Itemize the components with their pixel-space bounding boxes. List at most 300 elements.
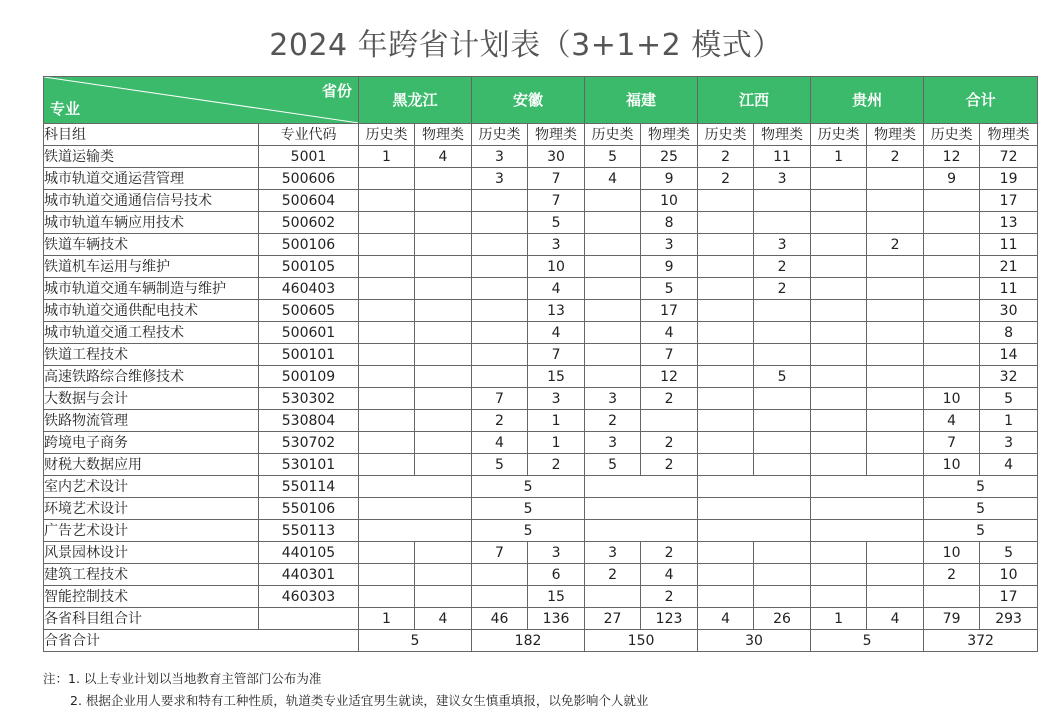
value-cell: 2: [641, 542, 698, 564]
value-cell: [698, 432, 754, 454]
value-cell: [867, 278, 924, 300]
value-cell: 14: [980, 344, 1038, 366]
major-name-cell: 铁道机车运用与维护: [44, 256, 259, 278]
table-row: [44, 278, 1038, 300]
value-cell: [867, 190, 924, 212]
table-row: [44, 190, 1038, 212]
value-cell: 3: [754, 234, 811, 256]
value-cell: 5: [924, 520, 1038, 542]
value-cell: 7: [528, 344, 585, 366]
value-cell: [359, 256, 415, 278]
subject-header-row: [44, 124, 1038, 146]
table-row: [44, 476, 1038, 498]
value-cell: 4: [472, 432, 528, 454]
subject-header: 物理类: [754, 124, 811, 146]
notes: [43, 668, 648, 712]
value-cell: [472, 564, 528, 586]
value-cell: 15: [528, 586, 585, 608]
major-name-cell: 建筑工程技术: [44, 564, 259, 586]
grand-total-value-cell: 182: [472, 630, 585, 652]
province-header: 贵州: [811, 77, 924, 124]
value-cell: [924, 300, 980, 322]
diagonal-divider: [44, 77, 359, 123]
value-cell: [472, 278, 528, 300]
value-cell: 5: [980, 542, 1038, 564]
value-cell: 2: [754, 256, 811, 278]
value-cell: [359, 454, 415, 476]
table-row: [44, 432, 1038, 454]
value-cell: [867, 256, 924, 278]
table-row: [44, 300, 1038, 322]
value-cell: [472, 586, 528, 608]
value-cell: [585, 278, 641, 300]
value-cell: [585, 256, 641, 278]
table-body: [44, 146, 1038, 652]
value-cell: [415, 542, 472, 564]
subject-header: 物理类: [980, 124, 1038, 146]
value-cell: [415, 586, 472, 608]
value-cell: [415, 190, 472, 212]
value-cell: [811, 542, 867, 564]
value-cell: [867, 388, 924, 410]
major-name-cell: 城市轨道交通通信信号技术: [44, 190, 259, 212]
value-cell: 3: [472, 146, 528, 168]
value-cell: 7: [472, 542, 528, 564]
major-code-cell: 500101: [259, 344, 359, 366]
value-cell: 1: [528, 432, 585, 454]
enrollment-plan-table: [43, 76, 1038, 652]
value-cell: [698, 234, 754, 256]
value-cell: [754, 564, 811, 586]
value-cell: [698, 366, 754, 388]
value-cell: [472, 234, 528, 256]
table-row: [44, 410, 1038, 432]
subtotal-value-cell: 1: [811, 608, 867, 630]
table-row: [44, 234, 1038, 256]
value-cell: 9: [641, 256, 698, 278]
value-cell: [359, 432, 415, 454]
major-name-cell: 环境艺术设计: [44, 498, 259, 520]
province-header-row: [44, 77, 1038, 124]
subject-header: 历史类: [924, 124, 980, 146]
value-cell: 10: [528, 256, 585, 278]
value-cell: [754, 542, 811, 564]
value-cell: [585, 498, 698, 520]
value-cell: 5: [585, 454, 641, 476]
value-cell: 2: [641, 454, 698, 476]
value-cell: [698, 564, 754, 586]
value-cell: 4: [528, 322, 585, 344]
subtotal-value-cell: 1: [359, 608, 415, 630]
value-cell: 6: [528, 564, 585, 586]
value-cell: [472, 344, 528, 366]
value-cell: [811, 344, 867, 366]
value-cell: [924, 586, 980, 608]
major-name-cell: 室内艺术设计: [44, 476, 259, 498]
value-cell: 2: [698, 146, 754, 168]
subtotal-value-cell: 123: [641, 608, 698, 630]
value-cell: [585, 366, 641, 388]
value-cell: [867, 432, 924, 454]
value-cell: [359, 542, 415, 564]
major-code-cell: 550113: [259, 520, 359, 542]
value-cell: [811, 212, 867, 234]
value-cell: [472, 366, 528, 388]
value-cell: [924, 256, 980, 278]
table-row: [44, 454, 1038, 476]
subtotal-value-cell: 4: [867, 608, 924, 630]
value-cell: 1: [811, 146, 867, 168]
subtotal-row: [44, 608, 1038, 630]
value-cell: 2: [698, 168, 754, 190]
header-corner: [44, 77, 359, 124]
value-cell: [698, 454, 754, 476]
value-cell: 3: [472, 168, 528, 190]
value-cell: 2: [641, 388, 698, 410]
table-row: [44, 212, 1038, 234]
value-cell: 32: [980, 366, 1038, 388]
value-cell: 2: [585, 564, 641, 586]
value-cell: 9: [641, 168, 698, 190]
value-cell: [924, 344, 980, 366]
value-cell: [698, 278, 754, 300]
major-code-cell: 500604: [259, 190, 359, 212]
value-cell: [924, 322, 980, 344]
grand-total-value-cell: 150: [585, 630, 698, 652]
value-cell: [811, 388, 867, 410]
value-cell: [359, 322, 415, 344]
subject-header: 历史类: [698, 124, 754, 146]
major-code-cell: 460403: [259, 278, 359, 300]
value-cell: [867, 366, 924, 388]
major-name-cell: 大数据与会计: [44, 388, 259, 410]
value-cell: [754, 586, 811, 608]
corner-major-label: 专业: [50, 100, 81, 118]
grand-total-value-cell: 5: [811, 630, 924, 652]
value-cell: [867, 168, 924, 190]
value-cell: [811, 168, 867, 190]
major-name-cell: 城市轨道交通车辆制造与维护: [44, 278, 259, 300]
value-cell: 3: [641, 234, 698, 256]
subject-header: 物理类: [867, 124, 924, 146]
value-cell: [698, 300, 754, 322]
value-cell: 5: [924, 476, 1038, 498]
value-cell: [585, 344, 641, 366]
value-cell: [472, 212, 528, 234]
major-code-cell: 500602: [259, 212, 359, 234]
table-row: [44, 388, 1038, 410]
major-code-cell: 530302: [259, 388, 359, 410]
major-code-cell: 500105: [259, 256, 359, 278]
value-cell: 1: [528, 410, 585, 432]
value-cell: 3: [528, 542, 585, 564]
value-cell: 10: [641, 190, 698, 212]
value-cell: 10: [924, 454, 980, 476]
value-cell: [867, 564, 924, 586]
value-cell: 7: [924, 432, 980, 454]
major-code-cell: 500606: [259, 168, 359, 190]
value-cell: [415, 212, 472, 234]
value-cell: [585, 234, 641, 256]
value-cell: 4: [641, 322, 698, 344]
major-name-cell: 城市轨道交通工程技术: [44, 322, 259, 344]
subject-header: 物理类: [641, 124, 698, 146]
value-cell: [924, 190, 980, 212]
major-name-cell: 广告艺术设计: [44, 520, 259, 542]
value-cell: [359, 300, 415, 322]
value-cell: [359, 564, 415, 586]
value-cell: [359, 344, 415, 366]
value-cell: [415, 344, 472, 366]
value-cell: [415, 256, 472, 278]
value-cell: 3: [585, 542, 641, 564]
value-cell: 3: [528, 388, 585, 410]
table-row: [44, 256, 1038, 278]
col-group-header: 科目组: [44, 124, 259, 146]
table-row: [44, 366, 1038, 388]
value-cell: 3: [585, 432, 641, 454]
value-cell: [867, 410, 924, 432]
value-cell: [754, 344, 811, 366]
value-cell: [811, 432, 867, 454]
value-cell: 5: [472, 498, 585, 520]
value-cell: 5: [472, 520, 585, 542]
value-cell: [754, 388, 811, 410]
value-cell: [924, 278, 980, 300]
value-cell: 15: [528, 366, 585, 388]
value-cell: 21: [980, 256, 1038, 278]
value-cell: [811, 520, 924, 542]
value-cell: [415, 410, 472, 432]
value-cell: 5: [924, 498, 1038, 520]
value-cell: 4: [980, 454, 1038, 476]
value-cell: [698, 498, 811, 520]
major-code-cell: 500109: [259, 366, 359, 388]
value-cell: [698, 256, 754, 278]
value-cell: [754, 190, 811, 212]
value-cell: [415, 168, 472, 190]
value-cell: [811, 256, 867, 278]
value-cell: [867, 542, 924, 564]
major-code-cell: 530702: [259, 432, 359, 454]
major-code-cell: 550114: [259, 476, 359, 498]
subtotal-label: 各省科目组合计: [44, 608, 259, 630]
value-cell: 5: [528, 212, 585, 234]
value-cell: 5: [472, 476, 585, 498]
value-cell: 1: [980, 410, 1038, 432]
note-line: 注：1. 以上专业计划以当地教育主管部门公布为准: [43, 671, 322, 686]
subtotal-value-cell: 79: [924, 608, 980, 630]
value-cell: 3: [980, 432, 1038, 454]
value-cell: 3: [528, 234, 585, 256]
value-cell: [415, 454, 472, 476]
value-cell: 5: [641, 278, 698, 300]
value-cell: [811, 498, 924, 520]
subtotal-value-cell: 26: [754, 608, 811, 630]
value-cell: [472, 190, 528, 212]
value-cell: [585, 476, 698, 498]
value-cell: 72: [980, 146, 1038, 168]
value-cell: [698, 190, 754, 212]
table-row: [44, 520, 1038, 542]
value-cell: 2: [585, 410, 641, 432]
value-cell: 11: [754, 146, 811, 168]
value-cell: 17: [980, 190, 1038, 212]
value-cell: [811, 454, 867, 476]
value-cell: [924, 234, 980, 256]
value-cell: 8: [980, 322, 1038, 344]
value-cell: [415, 432, 472, 454]
value-cell: [811, 410, 867, 432]
major-name-cell: 铁路物流管理: [44, 410, 259, 432]
subtotal-value-cell: 4: [698, 608, 754, 630]
value-cell: 19: [980, 168, 1038, 190]
value-cell: [698, 212, 754, 234]
value-cell: [811, 586, 867, 608]
value-cell: 2: [867, 146, 924, 168]
value-cell: 7: [641, 344, 698, 366]
value-cell: 8: [641, 212, 698, 234]
value-cell: 1: [359, 146, 415, 168]
major-code-cell: 530804: [259, 410, 359, 432]
value-cell: [698, 586, 754, 608]
value-cell: [415, 322, 472, 344]
value-cell: 4: [415, 146, 472, 168]
value-cell: [359, 410, 415, 432]
note-line: 2. 根据企业用人要求和特有工种性质，轨道类专业适宜男生就读，建议女生慎重填报，以免影响个人就业: [70, 693, 649, 708]
value-cell: 7: [528, 168, 585, 190]
value-cell: 30: [528, 146, 585, 168]
value-cell: 17: [980, 586, 1038, 608]
value-cell: [924, 366, 980, 388]
value-cell: [415, 366, 472, 388]
value-cell: [698, 388, 754, 410]
major-name-cell: 城市轨道交通供配电技术: [44, 300, 259, 322]
value-cell: [698, 322, 754, 344]
subtotal-value-cell: 4: [415, 608, 472, 630]
table-row: [44, 146, 1038, 168]
value-cell: 10: [924, 542, 980, 564]
value-cell: [415, 564, 472, 586]
major-code-cell: 500601: [259, 322, 359, 344]
table-row: [44, 344, 1038, 366]
value-cell: 5: [585, 146, 641, 168]
value-cell: [698, 520, 811, 542]
value-cell: 2: [924, 564, 980, 586]
value-cell: 2: [867, 234, 924, 256]
page-title: 2024 年跨省计划表（3+1+2 模式）: [269, 28, 783, 63]
value-cell: [359, 586, 415, 608]
province-header: 江西: [698, 77, 811, 124]
value-cell: [811, 476, 924, 498]
value-cell: [698, 344, 754, 366]
value-cell: 3: [754, 168, 811, 190]
major-code-cell: 440105: [259, 542, 359, 564]
value-cell: 17: [641, 300, 698, 322]
province-header: 合计: [924, 77, 1038, 124]
value-cell: 4: [528, 278, 585, 300]
major-name-cell: 高速铁路综合维修技术: [44, 366, 259, 388]
value-cell: 12: [641, 366, 698, 388]
major-name-cell: 财税大数据应用: [44, 454, 259, 476]
value-cell: 2: [528, 454, 585, 476]
col-code-header: 专业代码: [259, 124, 359, 146]
subtotal-value-cell: 27: [585, 608, 641, 630]
major-code-cell: 500106: [259, 234, 359, 256]
value-cell: [585, 190, 641, 212]
major-name-cell: 铁道车辆技术: [44, 234, 259, 256]
subject-header: 历史类: [585, 124, 641, 146]
value-cell: 2: [754, 278, 811, 300]
value-cell: [415, 388, 472, 410]
value-cell: [867, 344, 924, 366]
table-row: [44, 498, 1038, 520]
table-row: [44, 322, 1038, 344]
province-header: 黑龙江: [359, 77, 472, 124]
major-name-cell: 跨境电子商务: [44, 432, 259, 454]
value-cell: 3: [585, 388, 641, 410]
subject-header: 物理类: [528, 124, 585, 146]
value-cell: [811, 234, 867, 256]
value-cell: [811, 190, 867, 212]
subject-header: 物理类: [415, 124, 472, 146]
table-row: [44, 586, 1038, 608]
value-cell: 2: [641, 586, 698, 608]
value-cell: 4: [924, 410, 980, 432]
value-cell: [698, 476, 811, 498]
value-cell: [359, 234, 415, 256]
value-cell: 9: [924, 168, 980, 190]
value-cell: 7: [472, 388, 528, 410]
major-name-cell: 智能控制技术: [44, 586, 259, 608]
value-cell: [359, 498, 472, 520]
value-cell: [585, 322, 641, 344]
value-cell: [811, 322, 867, 344]
value-cell: [585, 586, 641, 608]
value-cell: [585, 300, 641, 322]
subject-header: 历史类: [359, 124, 415, 146]
corner-province-label: 省份: [321, 82, 352, 100]
value-cell: [359, 212, 415, 234]
grand-total-value-cell: 372: [924, 630, 1038, 652]
major-code-cell: 550106: [259, 498, 359, 520]
value-cell: [359, 278, 415, 300]
value-cell: 5: [472, 454, 528, 476]
major-code-cell: 440301: [259, 564, 359, 586]
table-row: [44, 168, 1038, 190]
grand-total-value-cell: 30: [698, 630, 811, 652]
subject-header: 历史类: [811, 124, 867, 146]
major-name-cell: 城市轨道交通运营管理: [44, 168, 259, 190]
value-cell: 13: [980, 212, 1038, 234]
value-cell: [811, 366, 867, 388]
value-cell: [811, 278, 867, 300]
value-cell: [867, 322, 924, 344]
value-cell: [754, 212, 811, 234]
value-cell: [754, 300, 811, 322]
value-cell: [472, 300, 528, 322]
value-cell: [585, 520, 698, 542]
value-cell: 5: [754, 366, 811, 388]
table-row: [44, 564, 1038, 586]
value-cell: [754, 410, 811, 432]
major-name-cell: 风景园林设计: [44, 542, 259, 564]
grand-total-row: [44, 630, 1038, 652]
major-code-cell: 530101: [259, 454, 359, 476]
subtotal-value-cell: 293: [980, 608, 1038, 630]
value-cell: [867, 586, 924, 608]
province-header: 安徽: [472, 77, 585, 124]
